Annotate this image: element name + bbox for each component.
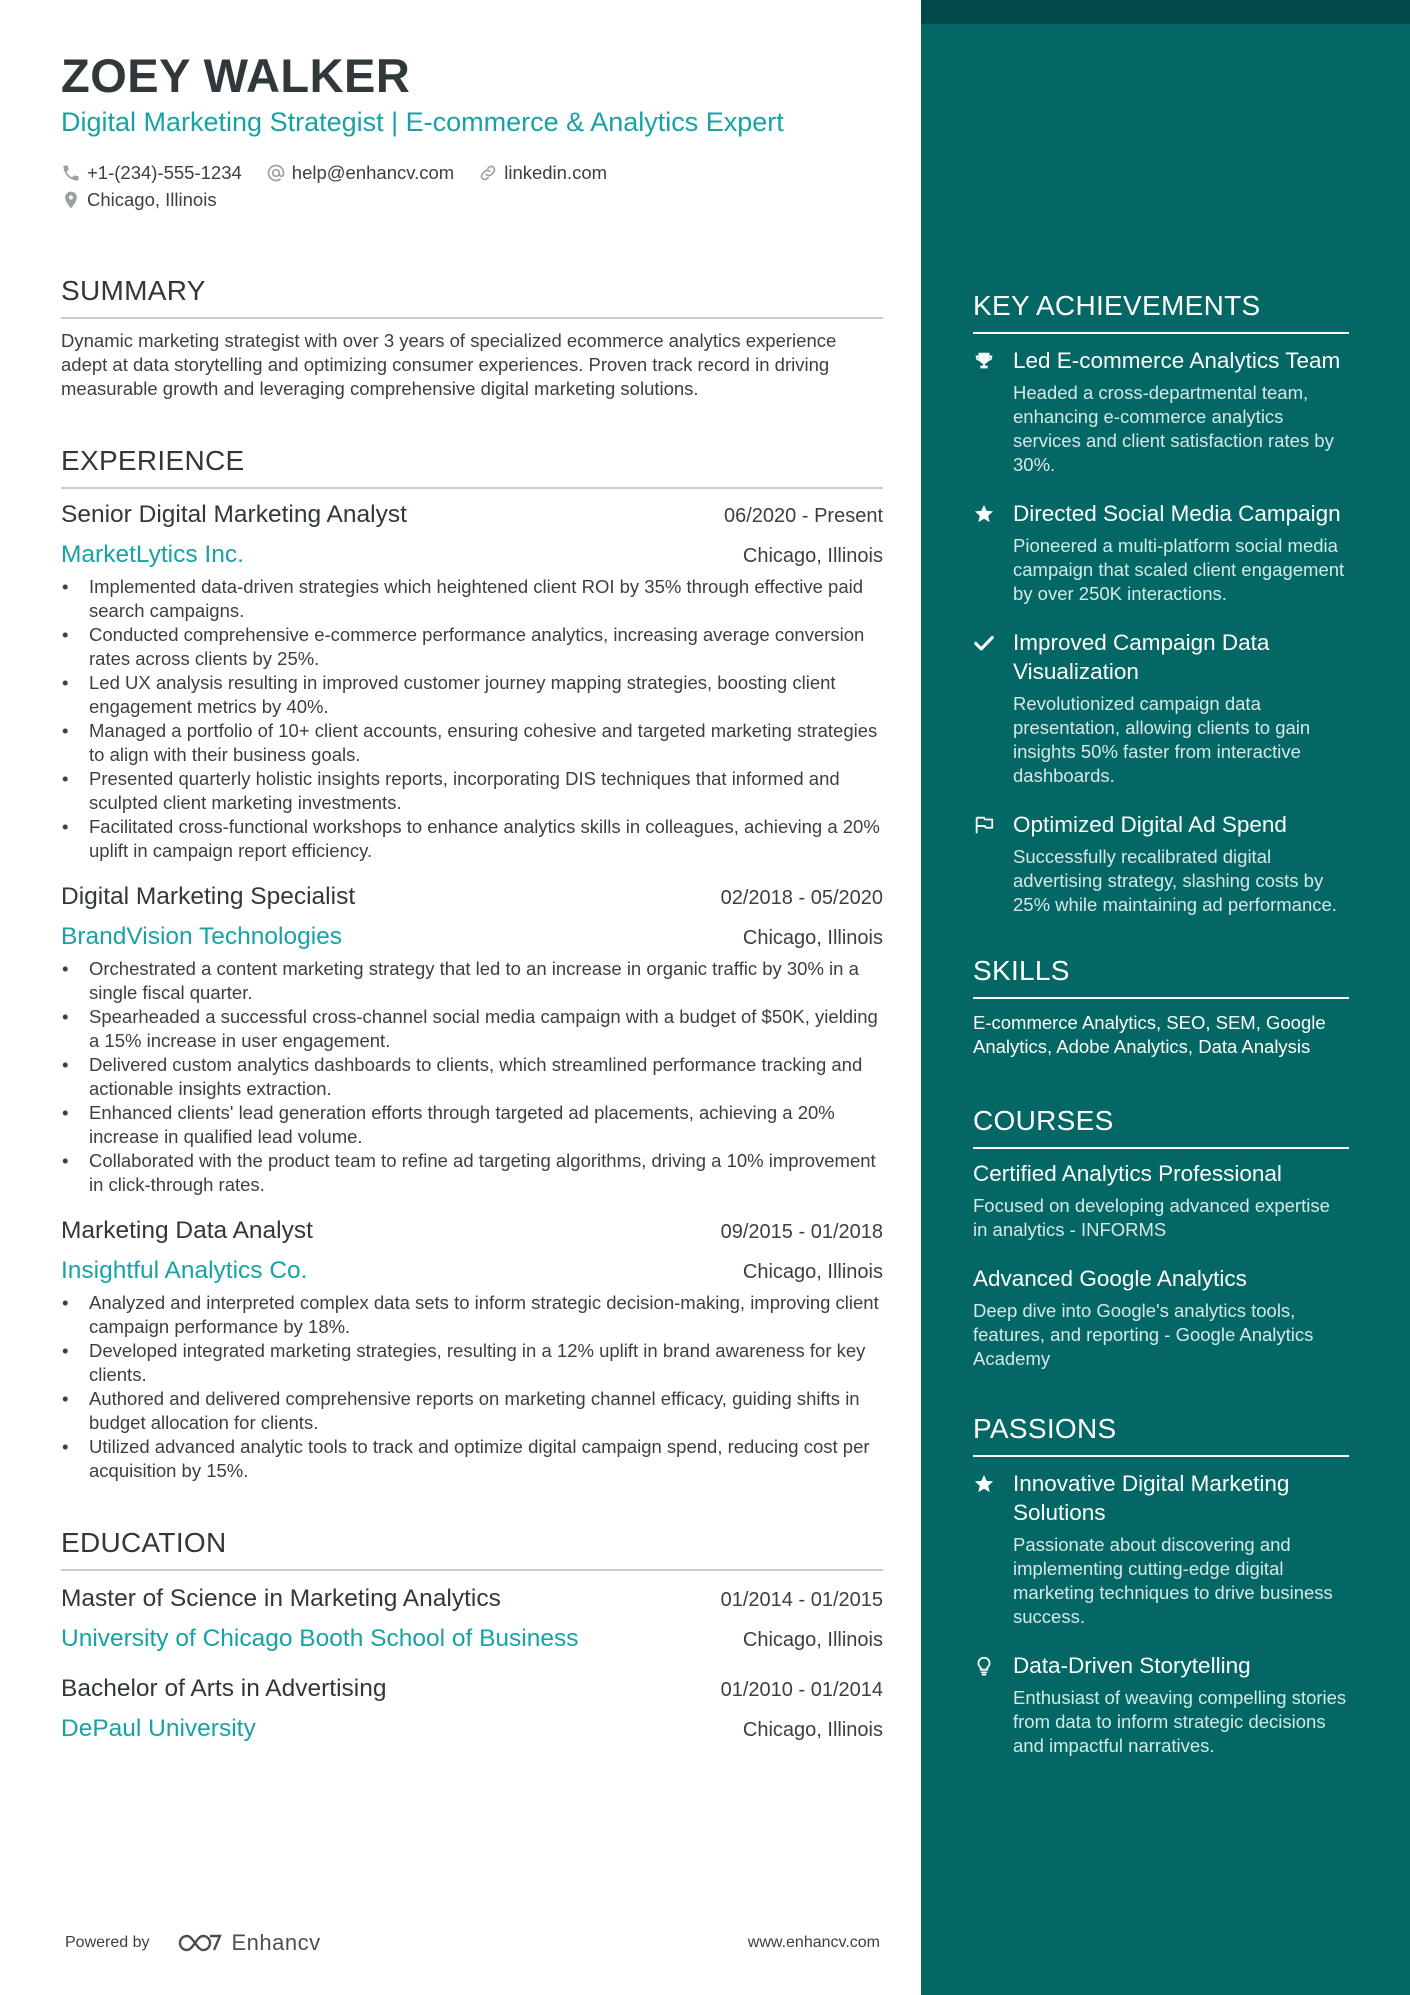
phone-icon — [61, 163, 81, 183]
achievement-title: Directed Social Media Campaign — [1013, 501, 1341, 526]
education-entry — [61, 1585, 883, 1653]
bullet-item: • Collaborated with the product team to refine ad targeting algorithms, driving a 10% improvement in click-through rates. — [61, 1149, 883, 1197]
edu-degree: Bachelor of Arts in Advertising — [61, 1675, 387, 1702]
skills-section — [973, 955, 1349, 1059]
job-entry — [61, 883, 883, 1197]
email-text: help@enhancv.com — [291, 161, 455, 183]
brand-logo[interactable] — [176, 1930, 321, 1956]
bullet-item: • Led UX analysis resulting in improved customer journey mapping strategies, boosting client engagement metrics by 40%. — [61, 671, 883, 719]
job-company: Insightful Analytics Co. — [61, 1257, 308, 1284]
passion-item — [973, 1469, 1349, 1629]
summary-section — [61, 275, 883, 401]
job-company: MarketLytics Inc. — [61, 541, 244, 568]
at-icon — [266, 163, 286, 183]
job-entry — [61, 1217, 883, 1483]
lightbulb-icon — [973, 1655, 995, 1677]
courses-heading: COURSES — [973, 1105, 1349, 1149]
bullet-item: • Implemented data-driven strategies which heightened client ROI by 35% through effective paid search campaigns. — [61, 575, 883, 623]
passions-heading: PASSIONS — [973, 1413, 1349, 1457]
bullet-item: • Developed integrated marketing strategies, resulting in a 12% uplift in brand awareness for key clients. — [61, 1339, 883, 1387]
job-bullets — [61, 957, 883, 1197]
job-role: Digital Marketing Specialist — [61, 883, 356, 910]
bullet-item: • Managed a portfolio of 10+ client accounts, ensuring cohesive and targeted marketing strategies to align with their business goals. — [61, 719, 883, 767]
course-item — [973, 1264, 1349, 1371]
job-location: Chicago, Illinois — [742, 1261, 883, 1283]
contact-email[interactable] — [266, 162, 454, 184]
passion-desc: Enthusiast of weaving compelling stories from data to inform strategic decisions and impactful narratives. — [1013, 1687, 1347, 1756]
checkmark-icon — [973, 632, 995, 654]
bullet-item: • Authored and delivered comprehensive reports on marketing channel efficacy, guiding shifts in budget allocation for clients. — [61, 1387, 883, 1435]
bullet-item: • Enhanced clients' lead generation efforts through targeted ad placements, achieving a 20% increase in qualified lead volume. — [61, 1101, 883, 1149]
contact-linkedin[interactable] — [478, 162, 607, 184]
contact-phone[interactable] — [61, 162, 242, 184]
linkedin-text: linkedin.com — [504, 161, 608, 183]
contact-info — [61, 159, 883, 213]
bullet-item: • Analyzed and interpreted complex data sets to inform strategic decision-making, improving client campaign performance by 18%. — [61, 1291, 883, 1339]
star-icon — [973, 503, 995, 525]
job-role: Senior Digital Marketing Analyst — [61, 501, 407, 528]
sidebar — [973, 290, 1349, 1758]
candidate-name: ZOEY WALKER — [61, 49, 411, 102]
brand-name: Enhancv — [231, 1930, 321, 1955]
bullet-item: • Spearheaded a successful cross-channel social media campaign with a budget of $50K, yielding a 15% increase in user engagement. — [61, 1005, 883, 1053]
footer-url[interactable]: www.enhancv.com — [747, 1934, 880, 1951]
bullet-item: • Conducted comprehensive e-commerce performance analytics, increasing average conversion rates across clients by 25%. — [61, 623, 883, 671]
course-desc: Deep dive into Google's analytics tools, features, and reporting - Google Analytics Academy — [973, 1300, 1314, 1369]
education-entry — [61, 1675, 883, 1743]
courses-section — [973, 1105, 1349, 1371]
bullet-item: • Facilitated cross-functional workshops to enhance analytics skills in colleagues, achieving a 20% uplift in campaign report efficiency. — [61, 815, 883, 863]
edu-location: Chicago, Illinois — [742, 1719, 883, 1741]
passion-title: Data-Driven Storytelling — [1013, 1653, 1251, 1678]
achievements-section — [973, 290, 1349, 917]
phone-text: +1-(234)-555-1234 — [87, 161, 242, 183]
achievement-title: Led E-commerce Analytics Team — [1013, 348, 1341, 373]
achievement-desc: Pioneered a multi-platform social media campaign that scaled client engagement by over 250K interactions. — [1013, 535, 1345, 604]
link-icon — [478, 163, 498, 183]
course-title: Certified Analytics Professional — [973, 1161, 1282, 1186]
experience-heading: EXPERIENCE — [61, 445, 883, 489]
summary-heading: SUMMARY — [61, 275, 883, 319]
job-dates: 09/2015 - 01/2018 — [720, 1221, 883, 1243]
bullet-item: • Delivered custom analytics dashboards to clients, which streamlined performance tracking and actionable insights extraction. — [61, 1053, 883, 1101]
flag-icon — [973, 814, 995, 836]
bullet-item: • Orchestrated a content marketing strategy that led to an increase in organic traffic by 30% in a single fiscal quarter. — [61, 957, 883, 1005]
skills-heading: SKILLS — [973, 955, 1349, 999]
experience-section — [61, 445, 883, 1483]
footer — [65, 1930, 880, 1956]
achievement-desc: Revolutionized campaign data presentation, allowing clients to gain insights 50% faster from interactive dashboards. — [1013, 693, 1311, 786]
achievement-item — [973, 810, 1349, 917]
edu-school: DePaul University — [61, 1715, 256, 1742]
passion-title: Innovative Digital Marketing Solutions — [1013, 1471, 1290, 1525]
candidate-title: Digital Marketing Strategist | E-commerce & Analytics Expert — [61, 107, 784, 137]
passion-desc: Passionate about discovering and implementing cutting-edge digital marketing techniques to drive business success. — [1013, 1534, 1333, 1627]
job-entry — [61, 501, 883, 863]
education-heading: EDUCATION — [61, 1527, 883, 1571]
passions-section — [973, 1413, 1349, 1758]
achievement-item — [973, 499, 1349, 606]
enhancv-logo-icon — [176, 1931, 224, 1955]
course-item — [973, 1159, 1349, 1242]
passion-item — [973, 1651, 1349, 1758]
powered-by — [65, 1930, 321, 1956]
achievement-item — [973, 628, 1349, 788]
job-dates: 02/2018 - 05/2020 — [720, 887, 883, 909]
education-section — [61, 1527, 883, 1743]
trophy-icon — [973, 350, 995, 372]
course-desc: Focused on developing advanced expertise in analytics - INFORMS — [973, 1195, 1330, 1240]
edu-dates: 01/2014 - 01/2015 — [720, 1589, 883, 1611]
achievement-item — [973, 346, 1349, 477]
edu-degree: Master of Science in Marketing Analytics — [61, 1585, 501, 1612]
achievement-desc: Headed a cross-departmental team, enhancing e-commerce analytics services and client satisfaction rates by 30%. — [1013, 382, 1334, 475]
job-bullets — [61, 1291, 883, 1483]
main-column — [61, 48, 883, 1743]
star-icon — [973, 1473, 995, 1495]
achievement-desc: Successfully recalibrated digital advertising strategy, slashing costs by 25% while maintaining ad performance. — [1013, 846, 1337, 915]
achievements-heading: KEY ACHIEVEMENTS — [973, 290, 1349, 334]
sidebar-top-band — [921, 0, 1410, 24]
edu-school: University of Chicago Booth School of Business — [61, 1625, 579, 1652]
contact-location — [61, 189, 217, 211]
edu-dates: 01/2010 - 01/2014 — [720, 1679, 883, 1701]
edu-location: Chicago, Illinois — [742, 1629, 883, 1651]
job-dates: 06/2020 - Present — [724, 505, 883, 527]
powered-by-label: Powered by — [65, 1934, 150, 1951]
job-company: BrandVision Technologies — [61, 923, 343, 950]
achievement-title: Improved Campaign Data Visualization — [1013, 630, 1270, 684]
job-bullets — [61, 575, 883, 863]
bullet-item: • Presented quarterly holistic insights reports, incorporating DIS techniques that informed and sculpted client marketing investments. — [61, 767, 883, 815]
bullet-item: • Utilized advanced analytic tools to track and optimize digital campaign spend, reducing cost per acquisition by 15%. — [61, 1435, 883, 1483]
skills-text: E-commerce Analytics, SEO, SEM, Google Analytics, Adobe Analytics, Data Analysis — [973, 1012, 1326, 1057]
course-title: Advanced Google Analytics — [973, 1266, 1247, 1291]
job-role: Marketing Data Analyst — [61, 1217, 313, 1244]
job-location: Chicago, Illinois — [742, 545, 883, 567]
achievement-title: Optimized Digital Ad Spend — [1013, 812, 1287, 837]
location-text: Chicago, Illinois — [87, 188, 217, 210]
summary-text: Dynamic marketing strategist with over 3 years of specialized ecommerce analytics experience adept at data storytelling and optimizing consumer experiences. Proven track record in driving measurable growth and leveraging comprehensive digital marketing solutions. — [61, 330, 837, 399]
job-location: Chicago, Illinois — [742, 927, 883, 949]
location-pin-icon — [61, 190, 81, 210]
